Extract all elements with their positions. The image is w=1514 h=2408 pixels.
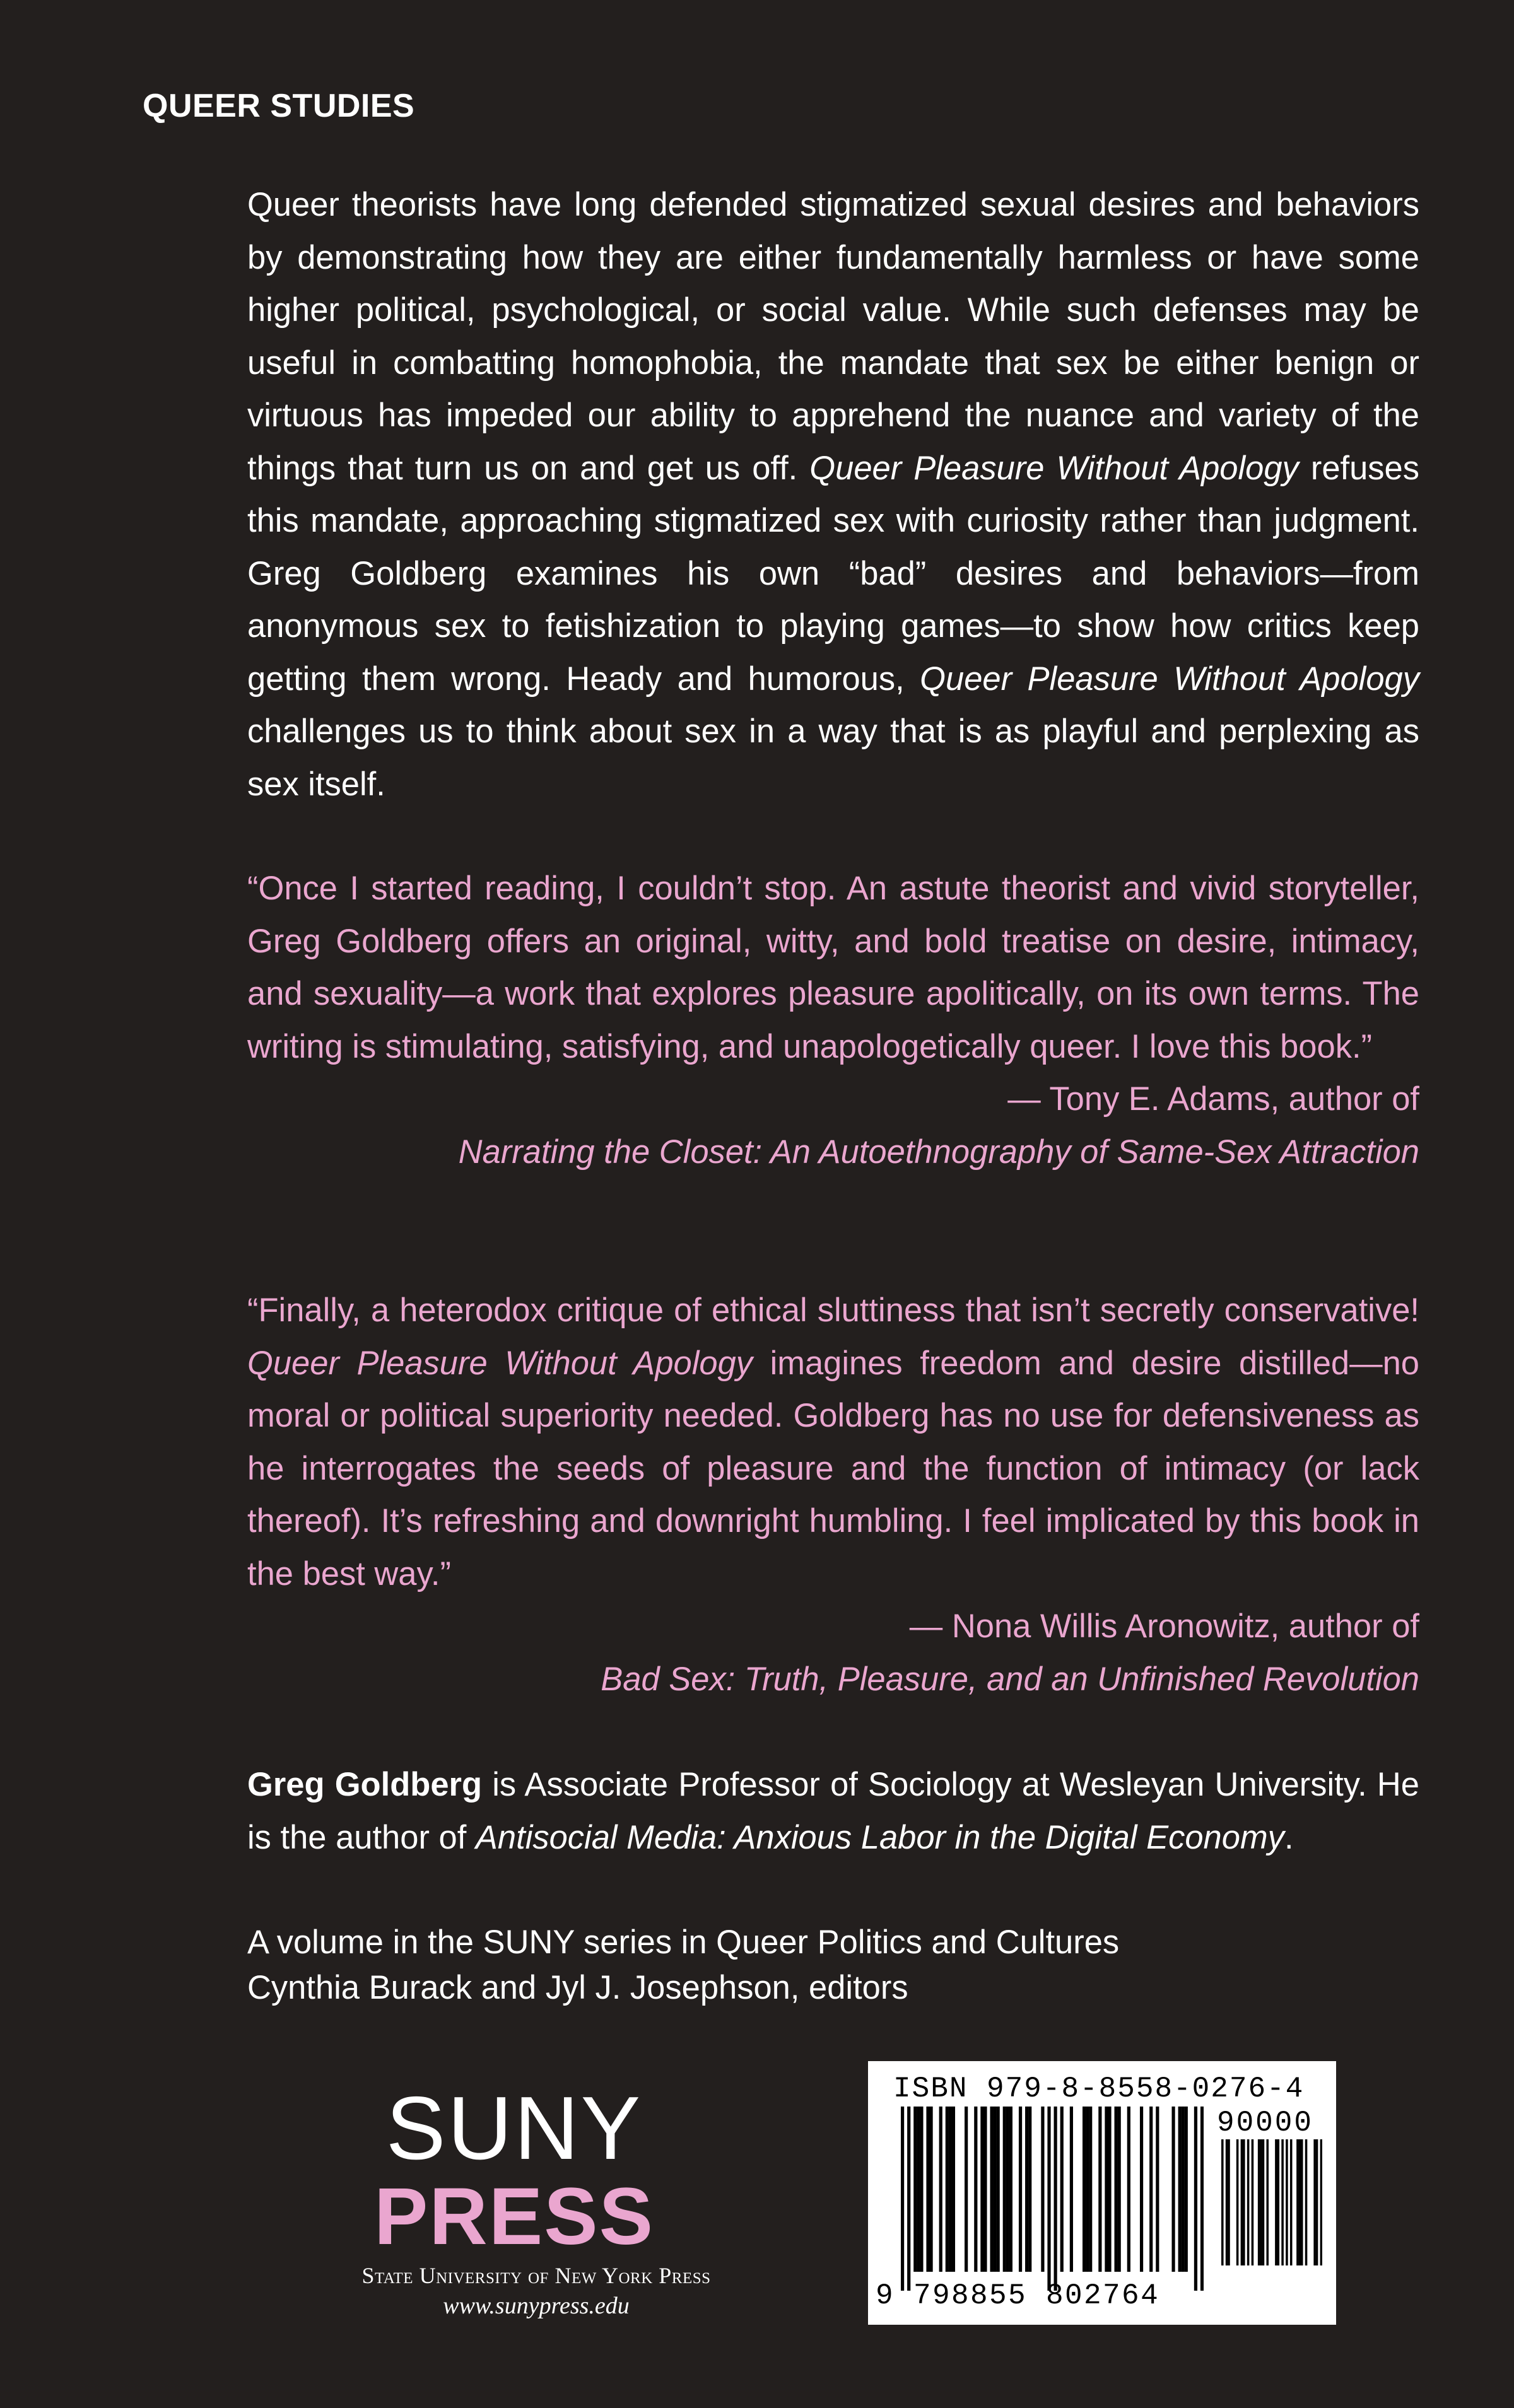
barcode-addon-bar: [1258, 2139, 1260, 2265]
barcode-bar: [1086, 2107, 1089, 2272]
barcode-bar: [1054, 2107, 1057, 2291]
barcode-bars: [901, 2107, 1204, 2291]
series-name: A volume in the SUNY series in Queer Politics and Cultures: [247, 1924, 1120, 1961]
text-run: Queer theorists have long defended stigmatized sexual desires and behaviors by demonstrating how they are either fundamentally harmless or have some higher political, psychological, or social value. While such defenses may be useful in combatting homophobia, the mandate that sex be either benign or virtuous has impeded our ability to apprehend the nuance and variety of the things that turn us on and get us off.: [247, 186, 1419, 487]
barcode-addon-bar: [1266, 2139, 1269, 2265]
barcode-addon-bar: [1228, 2139, 1230, 2265]
barcode-bar: [949, 2107, 952, 2272]
blurb-aronowitz: [247, 1284, 1419, 1705]
blurb-source-title: Bad Sex: Truth, Pleasure, and an Unfinished Revolution: [601, 1660, 1419, 1698]
barcode-bar: [920, 2107, 923, 2272]
barcode-bar: [974, 2107, 977, 2272]
italic-title: Antisocial Media: Anxious Labor in the Digital Economy: [475, 1818, 1284, 1856]
barcode-bar: [1185, 2107, 1188, 2272]
barcode-addon-bar: [1305, 2139, 1308, 2265]
barcode-bar: [1019, 2107, 1022, 2272]
text-run: is Associate Professor of Sociology at Wesleyan University. He is the author of: [247, 1766, 1419, 1856]
book-description: [247, 178, 1419, 810]
blurb-quote: [247, 862, 1419, 1073]
barcode-bar: [1060, 2107, 1064, 2272]
barcode-bar: [1127, 2107, 1130, 2272]
barcode-bar: [1200, 2107, 1204, 2291]
suny-press-logo: [315, 2078, 757, 2321]
barcode-addon-bar: [1301, 2139, 1303, 2265]
barcode-bar: [1041, 2107, 1044, 2272]
italic-title: Queer Pleasure Without Apology: [809, 449, 1299, 487]
barcode-bar: [1171, 2107, 1175, 2272]
barcode-addon-bar: [1277, 2139, 1280, 2265]
blurb-attribution: — Nona Willis Aronowitz, author of: [909, 1608, 1419, 1645]
barcode-bar: [1149, 2107, 1153, 2272]
barcode-bar: [1009, 2107, 1012, 2272]
barcode-bar: [1006, 2107, 1009, 2272]
text-run: imagines freedom and desire distilled—no moral or political superiority needed. Goldberg has no use for defensiveness as he interrogates the seeds of pleasure and the function of intimacy (or lack thereof). It’s refreshing and downright humbling. I feel implicated by this book in the best way.”: [247, 1344, 1419, 1593]
barcode-addon-bar: [1275, 2139, 1277, 2265]
barcode-addon-bar: [1262, 2139, 1265, 2265]
barcode-addon-bar: [1296, 2139, 1299, 2265]
barcode-addon-bar: [1221, 2139, 1224, 2265]
barcode-bar: [917, 2107, 920, 2272]
barcode-bar: [1194, 2107, 1197, 2291]
barcode-bar: [939, 2107, 942, 2272]
barcode-addon-bar: [1241, 2139, 1243, 2265]
barcode-addon-bar: [1281, 2139, 1284, 2265]
text-run: “Finally, a heterodox critique of ethical sluttiness that isn’t secretly conservative!: [247, 1292, 1419, 1329]
barcode-bar: [901, 2107, 904, 2291]
publisher-url: www.sunypress.edu: [443, 2293, 630, 2319]
series-info: [247, 1920, 1419, 2011]
barcode-addon-bar: [1316, 2139, 1318, 2265]
barcode-bar: [1118, 2107, 1121, 2272]
text-run: .: [1284, 1818, 1294, 1856]
barcode-bar: [913, 2107, 917, 2272]
barcode-bar: [980, 2107, 983, 2272]
blurb-source-title: Narrating the Closet: An Autoethnography of Same-Sex Attraction: [458, 1133, 1419, 1171]
barcode-bar: [1089, 2107, 1092, 2272]
barcode-bar: [907, 2107, 910, 2291]
barcode-bar: [952, 2107, 955, 2272]
barcode-bar: [1083, 2107, 1086, 2272]
barcode-bar: [1182, 2107, 1185, 2272]
barcode-addon-bar: [1243, 2139, 1245, 2265]
barcode-bar: [1028, 2107, 1031, 2272]
barcode-bar: [1047, 2107, 1050, 2291]
barcode-addon-bar: [1226, 2139, 1228, 2265]
publisher-full-name: State University of New York Press: [361, 2263, 711, 2288]
text-run: “Once I started reading, I couldn’t stop. An astute theorist and vivid storyteller, Greg Goldberg offers an original, witty, and bold treatise on desire, intimacy, and sexuality—a work that explores pleasure apolitically, on its own terms. The writing is stimulating, satisfying, and unapologetically queer. I love this book.”: [247, 870, 1419, 1065]
barcode-bar: [965, 2107, 968, 2272]
barcode-bar: [1115, 2107, 1118, 2272]
barcode-addon-bar: [1236, 2139, 1239, 2265]
barcode-bar: [929, 2107, 932, 2272]
logo-suny-wordmark: SUNY: [385, 2078, 643, 2178]
series-editors: Cynthia Burack and Jyl J. Josephson, editors: [247, 1969, 908, 2006]
category-label: QUEER STUDIES: [143, 88, 415, 124]
author-name: Greg Goldberg: [247, 1766, 483, 1803]
barcode-bar: [1025, 2107, 1028, 2272]
barcode-addon-bars: [1221, 2139, 1322, 2265]
isbn-barcode: [868, 2061, 1336, 2325]
blurb-adams: [247, 862, 1419, 1178]
barcode-bar: [926, 2107, 929, 2272]
barcode-bar: [1108, 2107, 1111, 2272]
barcode-bar: [1098, 2107, 1101, 2272]
barcode-addon-bar: [1299, 2139, 1301, 2265]
italic-title: Queer Pleasure Without Apology: [920, 660, 1419, 698]
price-code: 90000: [1216, 2107, 1313, 2139]
text-run: refuses this mandate, approaching stigmatized sex with curiosity rather than judgment. Greg Goldberg examines his own “bad” desires and behaviors—from anonymous sex to fetishization to playing games—to show how critics keep getting them wrong. Heady and humorous,: [247, 449, 1420, 698]
barcode-bar: [1156, 2107, 1159, 2272]
barcode-bar: [983, 2107, 987, 2272]
barcode-addon-bar: [1313, 2139, 1316, 2265]
blurb-attribution: — Tony E. Adams, author of: [1007, 1080, 1419, 1118]
barcode-addon-bar: [1247, 2139, 1250, 2265]
barcode-addon-bar: [1290, 2139, 1293, 2265]
barcode-bar: [1003, 2107, 1006, 2272]
italic-title: Queer Pleasure Without Apology: [247, 1344, 753, 1382]
text-run: challenges us to think about sex in a way that is as playful and perplexing as sex itself.: [247, 713, 1419, 803]
isbn-label: ISBN 979-8-8558-0276-4: [893, 2072, 1305, 2105]
blurb-quote: [247, 1284, 1419, 1600]
barcode-addon-bar: [1252, 2139, 1254, 2265]
barcode-bar: [1178, 2107, 1182, 2272]
barcode-bar: [990, 2107, 993, 2272]
barcode-bar: [994, 2107, 997, 2272]
barcode-bar: [946, 2107, 949, 2272]
barcode-bar: [1140, 2107, 1143, 2272]
barcode-bar: [1105, 2107, 1108, 2272]
barcode-addon-bar: [1260, 2139, 1262, 2265]
logo-press-wordmark: PRESS: [374, 2171, 654, 2262]
barcode-bar: [1070, 2107, 1073, 2272]
author-bio: [247, 1758, 1419, 1864]
barcode-addon-bar: [1286, 2139, 1288, 2265]
barcode-bar: [997, 2107, 1000, 2272]
ean-digits: 9 798855 802764: [876, 2279, 1160, 2312]
barcode-addon-bar: [1320, 2139, 1322, 2265]
